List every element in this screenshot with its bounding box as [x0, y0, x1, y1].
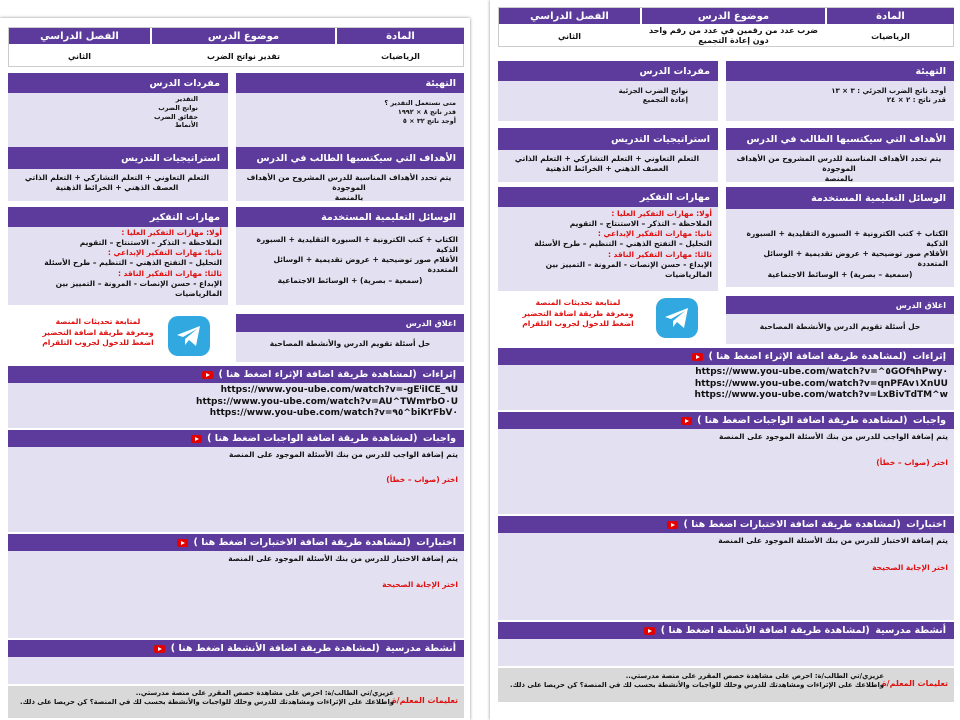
tests-section: [8, 534, 464, 638]
telegram-icon[interactable]: [656, 298, 698, 338]
teacher-instructions: [8, 686, 464, 718]
enrich-title: إثراءات: [912, 351, 946, 362]
warmup-title: التهيئة: [915, 65, 946, 77]
activities-section: [8, 640, 464, 684]
tests-howto-link[interactable]: (لمشاهدة طريقة اضافة الاختبارات اضغط هنا ): [193, 537, 411, 548]
tests-title: اختبارات: [906, 519, 946, 530]
enrich-section: [8, 366, 464, 428]
vocab-title: مفردات الدرس: [639, 65, 710, 77]
homework-text: يتم إضافة الواجب للدرس من بنك الأسئلة الموجود على المنصة: [229, 450, 458, 459]
promo-text[interactable]: لمتابعة تحديثات المنصة ومعرفة طريقة اضافة التحضير اضغط للدخول لجروب التلقرام: [42, 317, 154, 347]
thinking-title: مهارات التفكير: [149, 211, 220, 223]
teacher-instructions: [498, 668, 954, 702]
media-text: الكتاب + كتب الكترونية + السبورة التقليدية + السبورة الذكية الأقلام صور توضيحية + عروض تقديمية + الوسائل المتعددة (سمعية – بصرية) + الوسائط الاجتماعية: [256, 235, 458, 285]
closing-box: [236, 314, 464, 362]
vocab-box: [498, 61, 718, 121]
enrich-howto-link[interactable]: (لمشاهدة طريقة اضافة الإثراء اضغط هنا ): [708, 351, 907, 362]
lesson-header-table: [498, 7, 954, 47]
thinking-text: أولا: مهارات التفكير العليا : الملاحظة – التذكر – الاستنتاج – التقويم ثانيا: مهارات التفكير الإبداعي : التحليل – التفتح الذهني – التنظيم – طرح الأسئلة ثالثا: مهارات التفكير الناقد : الإبداع - حسن الإنصات - المرونة – التمييز بين المالرياضيات: [534, 209, 712, 279]
enrich-link[interactable]: https://www.you-ube.com/watch?v=LxBivTdTM^w: [694, 390, 948, 401]
activities-howto-link[interactable]: (لمشاهدة طريقة اضافة الأنشطة اضغط هنا ): [170, 643, 380, 654]
subject-value: الرياضيات: [871, 31, 910, 41]
closing-title: اغلاق الدرس: [895, 300, 946, 310]
lesson-label: موضوع الدرس: [642, 8, 825, 24]
enrich-howto-link[interactable]: (لمشاهدة طريقة اضافة الإثراء اضغط هنا ): [218, 369, 417, 380]
enrich-title: إثراءات: [422, 369, 456, 380]
vocab-list: التقدير نواتج الضرب حقائق الضرب الأنماط: [153, 95, 198, 130]
closing-box: [726, 296, 954, 344]
youtube-icon[interactable]: [154, 645, 165, 653]
goals-box: [726, 128, 954, 182]
activities-section: [498, 622, 954, 666]
goals-title: الأهداف التي سيكتسبها الطالب في الدرس: [256, 152, 456, 164]
enrich-link[interactable]: https://www.you-ube.com/watch?v=-gEⁱiICE_٩U: [220, 385, 458, 395]
media-text: الكتاب + كتب الكترونية + السبورة التقليدية + السبورة الذكية الأقلام صور توضيحية + عروض تقديمية + الوسائل المتعددة (سمعية – بصرية) + الوسائط الاجتماعية: [746, 229, 948, 279]
semester-value: الثاني: [557, 31, 582, 41]
enrich-link[interactable]: https://www.you-ube.com/watch?v=٩٥^biK٢FbV٠: [209, 408, 458, 419]
homework-choice: اختر (صواب – خطأ): [386, 475, 458, 484]
tests-choice: اختر الإجابة الصحيحة: [382, 580, 458, 589]
activities-title: أنشطة مدرسية: [875, 625, 946, 636]
media-box: [236, 207, 464, 305]
homework-title: واجبات: [423, 433, 456, 444]
lesson-header-table: [8, 27, 464, 67]
homework-section: [8, 430, 464, 532]
homework-choice: اختر (صواب – خطأ): [876, 458, 948, 467]
semester-value: الثاني: [67, 51, 92, 61]
enrich-link[interactable]: https://www.you-ube.com/watch?v=AU^TWm٣bO٠U: [196, 396, 458, 407]
goals-box: [236, 147, 464, 201]
strategies-box: [498, 128, 718, 182]
enrich-link[interactable]: https://www.you-ube.com/watch?v=qnPFAv١XnUU: [694, 378, 948, 389]
enrich-links[interactable]: [695, 367, 948, 402]
vocab-title: مفردات الدرس: [149, 77, 220, 89]
teacher-title: تعليمات المعلم/ة: [391, 696, 458, 705]
warmup-box: [726, 61, 954, 121]
left-lesson-page: [0, 18, 470, 720]
media-box: [726, 187, 954, 287]
activities-howto-link[interactable]: (لمشاهدة طريقة اضافة الأنشطة اضغط هنا ): [660, 625, 870, 636]
youtube-icon[interactable]: [202, 371, 213, 379]
lesson-label: موضوع الدرس: [152, 28, 335, 44]
telegram-icon[interactable]: [168, 316, 210, 356]
subject-label: المادة: [827, 8, 954, 24]
lesson-value: تقدير نواتج الضرب: [206, 51, 281, 61]
goals-text: يتم تحدد الأهداف المناسبة للدرس المشروح من الأهداف الموجودة بالمنصة: [246, 173, 452, 203]
enrich-links[interactable]: [196, 385, 458, 420]
vocab-box: [8, 73, 228, 157]
teacher-text: عزيزي/تي الطالب/ة: احرص على مشاهدة حصص المقرر على منصة مدرستي.. واطلاعك على الإثراءات ومشاهدتك للدرس وحلك للواجبات والأنشطة بحسب لك في المنصة؟ كن حريصا على ذلك.: [20, 689, 394, 707]
lesson-value: ضرب عدد من رقمين في عدد من رقم واحد دون إعادة التجميع: [649, 26, 818, 45]
vocab-list: نواتج الضرب الجزئية إعادة التجميع: [618, 87, 688, 105]
strategies-text: التعلم التعاوني + التعلم التشاركي + التعلم الذاتي العصف الذهني + الخرائط الذهنية: [514, 154, 700, 174]
homework-text: يتم إضافة الواجب للدرس من بنك الأسئلة الموجود على المنصة: [719, 432, 948, 441]
youtube-icon[interactable]: [177, 539, 188, 547]
homework-howto-link[interactable]: (لمشاهدة طريقة اضافة الواجبات اضغط هنا ): [697, 415, 908, 426]
goals-title: الأهداف التي سيكتسبها الطالب في الدرس: [746, 133, 946, 145]
strategies-title: استراتيجيات التدريس: [121, 152, 220, 164]
warmup-title: التهيئة: [425, 77, 456, 89]
thinking-title: مهارات التفكير: [639, 191, 710, 203]
promo-text[interactable]: لمتابعة تحديثات المنصة ومعرفة طريقة اضافة التحضير اضغط للدخول لجروب التلقرام: [522, 298, 634, 328]
strategies-text: التعلم التعاوني + التعلم التشاركي + التعلم الذاتي العصف الذهني + الخرائط الذهنية: [24, 173, 210, 193]
tests-section: [498, 516, 954, 620]
semester-label: الفصل الدراسي: [499, 8, 640, 24]
tests-title: اختبارات: [416, 537, 456, 548]
youtube-icon[interactable]: [692, 353, 703, 361]
warmup-text: متى نستعمل التقدير ؟ قدر ناتج ٨ × ١٩٩٢ أوجد ناتج ٣٢ × ٥: [384, 99, 456, 125]
thinking-box: [8, 207, 228, 305]
closing-text: حل أسئلة تقويم الدرس والأنشطة المصاحبة: [759, 322, 921, 331]
strategies-title: استراتيجيات التدريس: [611, 133, 710, 145]
warmup-text: أوجد ناتج الضرب الجزئي : ٣ × ١٣ قدر ناتج : ٢ × ٢٤: [831, 87, 946, 105]
thinking-text: أولا: مهارات التفكير العليا : الملاحظة – التذكر – الاستنتاج – التقويم ثانيا: مهارات التفكير الإبداعي : التحليل – التفتح الذهني – التنظيم – طرح الأسئلة ثالثا: مهارات التفكير الناقد : الإبداع - حسن الإنصات - المرونة – التمييز بين المالرياضيات: [44, 228, 222, 298]
goals-text: يتم تحدد الأهداف المناسبة للدرس المشروح من الأهداف الموجودة بالمنصة: [736, 154, 942, 184]
homework-title: واجبات: [913, 415, 946, 426]
closing-text: حل أسئلة تقويم الدرس والأنشطة المصاحبة: [269, 339, 431, 348]
youtube-icon[interactable]: [191, 435, 202, 443]
homework-howto-link[interactable]: (لمشاهدة طريقة اضافة الواجبات اضغط هنا ): [207, 433, 418, 444]
warmup-box: [236, 73, 464, 157]
youtube-icon[interactable]: [644, 627, 655, 635]
youtube-icon[interactable]: [667, 521, 678, 529]
teacher-title: تعليمات المعلم/ة: [881, 679, 948, 688]
tests-text: يتم إضافة الاختبار للدرس من بنك الأسئلة الموجود على المنصة: [718, 536, 948, 545]
telegram-promo[interactable]: [498, 296, 718, 342]
enrich-link[interactable]: https://www.you-ube.com/watch?v=^٥GOf٩hPwy٠: [695, 367, 948, 377]
enrich-section: [498, 348, 954, 410]
activities-title: أنشطة مدرسية: [385, 643, 456, 654]
subject-label: المادة: [337, 28, 464, 44]
media-title: الوسائل التعليمية المستخدمة: [321, 211, 456, 223]
tests-text: يتم إضافة الاختبار للدرس من بنك الأسئلة الموجود على المنصة: [228, 554, 458, 563]
youtube-icon[interactable]: [681, 417, 692, 425]
closing-title: اغلاق الدرس: [405, 318, 456, 328]
teacher-text: عزيزي/تي الطالب/ة: احرص على مشاهدة حصص المقرر على منصة مدرستي.. واطلاعك على الإثراءات ومشاهدتك للدرس وحلك للواجبات والأنشطة بحسب لك في المنصة؟ كن حريصا على ذلك.: [510, 672, 884, 690]
homework-section: [498, 412, 954, 514]
subject-value: الرياضيات: [381, 51, 420, 61]
strategies-box: [8, 147, 228, 201]
semester-label: الفصل الدراسي: [9, 28, 150, 44]
tests-choice: اختر الإجابة الصحيحة: [872, 563, 948, 572]
thinking-box: [498, 187, 718, 291]
media-title: الوسائل التعليمية المستخدمة: [811, 192, 946, 204]
telegram-promo[interactable]: [8, 314, 228, 362]
right-lesson-page: [490, 0, 960, 720]
tests-howto-link[interactable]: (لمشاهدة طريقة اضافة الاختبارات اضغط هنا ): [683, 519, 901, 530]
